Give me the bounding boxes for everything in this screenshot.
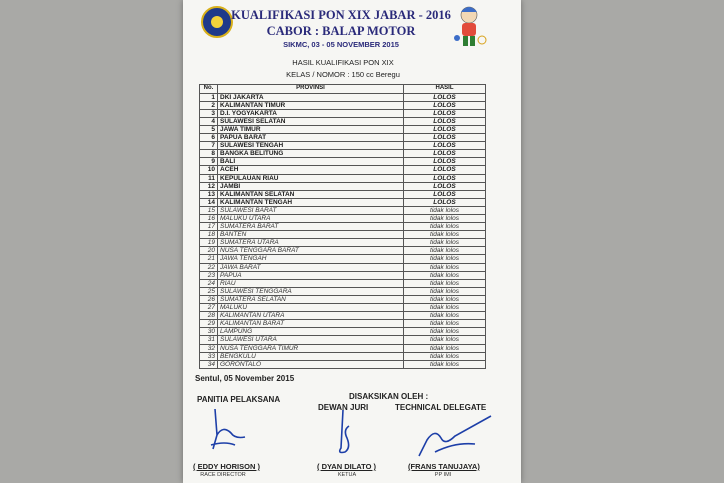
row-result: tidak lolos xyxy=(404,206,486,214)
row-no: 13 xyxy=(200,190,218,198)
imi-logo xyxy=(201,6,233,38)
table-row xyxy=(200,336,486,344)
row-result: tidak lolos xyxy=(404,304,486,312)
row-province: NUSA TENGGARA TIMUR xyxy=(218,344,404,352)
jury-label: DEWAN JURI xyxy=(318,403,369,412)
row-result: tidak lolos xyxy=(404,239,486,247)
row-province: ACEH xyxy=(218,166,404,174)
table-body xyxy=(200,93,486,368)
signatory-name-2: ( DYAN DILATO ) xyxy=(317,462,377,471)
row-no: 6 xyxy=(200,134,218,142)
mascot-logo xyxy=(449,4,489,50)
table-row xyxy=(200,295,486,303)
row-province: KALIMANTAN TIMUR xyxy=(218,101,404,109)
row-no: 9 xyxy=(200,158,218,166)
row-result: tidak lolos xyxy=(404,360,486,368)
row-result: tidak lolos xyxy=(404,279,486,287)
row-province: BANGKA BELITUNG xyxy=(218,150,404,158)
row-result: tidak lolos xyxy=(404,344,486,352)
table-row xyxy=(200,352,486,360)
row-result: tidak lolos xyxy=(404,287,486,295)
table-row xyxy=(200,182,486,190)
signatory-name-3: (FRANS TANUJAYA) xyxy=(408,462,480,471)
row-province: NUSA TENGGARA BARAT xyxy=(218,247,404,255)
row-province: SUMATERA SELATAN xyxy=(218,295,404,303)
row-result: LOLOS xyxy=(404,158,486,166)
row-no: 34 xyxy=(200,360,218,368)
table-row xyxy=(200,223,486,231)
header-result: HASIL xyxy=(404,85,486,94)
table-row xyxy=(200,198,486,206)
row-result: tidak lolos xyxy=(404,271,486,279)
table-header-row xyxy=(200,85,486,94)
row-province: BALI xyxy=(218,158,404,166)
signatory-name-1: ( EDDY HORISON ) xyxy=(193,462,260,471)
row-no: 2 xyxy=(200,101,218,109)
table-row xyxy=(200,206,486,214)
row-no: 16 xyxy=(200,215,218,223)
table-row xyxy=(200,134,486,142)
row-result: LOLOS xyxy=(404,142,486,150)
row-no: 29 xyxy=(200,320,218,328)
row-no: 30 xyxy=(200,328,218,336)
row-no: 28 xyxy=(200,312,218,320)
row-no: 18 xyxy=(200,231,218,239)
row-province: RIAU xyxy=(218,279,404,287)
row-no: 12 xyxy=(200,182,218,190)
row-province: PAPUA BARAT xyxy=(218,134,404,142)
row-result: tidak lolos xyxy=(404,223,486,231)
row-no: 23 xyxy=(200,271,218,279)
row-no: 22 xyxy=(200,263,218,271)
tech-delegate-label: TECHNICAL DELEGATE xyxy=(395,403,487,412)
row-province: KALIMANTAN SELATAN xyxy=(218,190,404,198)
row-result: LOLOS xyxy=(404,182,486,190)
row-result: LOLOS xyxy=(404,166,486,174)
row-province: GORONTALO xyxy=(218,360,404,368)
header-province: PROVINSI xyxy=(218,85,404,94)
row-no: 32 xyxy=(200,344,218,352)
row-result: tidak lolos xyxy=(404,352,486,360)
row-no: 25 xyxy=(200,287,218,295)
signatory-role-3: PP IMI xyxy=(434,472,452,478)
table-row xyxy=(200,271,486,279)
results-document xyxy=(183,0,521,483)
row-no: 33 xyxy=(200,352,218,360)
row-no: 4 xyxy=(200,117,218,125)
row-province: SULAWESI TENGAH xyxy=(218,142,404,150)
table-row xyxy=(200,93,486,101)
row-result: LOLOS xyxy=(404,134,486,142)
row-no: 31 xyxy=(200,336,218,344)
table-row xyxy=(200,255,486,263)
table-row xyxy=(200,150,486,158)
signature-ketua xyxy=(329,408,359,460)
row-no: 3 xyxy=(200,109,218,117)
organizer-label: PANITIA PELAKSANA xyxy=(197,395,281,404)
results-table xyxy=(199,84,486,369)
row-province: SULAWESI BARAT xyxy=(218,206,404,214)
row-province: KALIMANTAN UTARA xyxy=(218,312,404,320)
row-no: 11 xyxy=(200,174,218,182)
row-result: tidak lolos xyxy=(404,231,486,239)
row-no: 17 xyxy=(200,223,218,231)
row-no: 15 xyxy=(200,206,218,214)
row-province: JAWA TIMUR xyxy=(218,125,404,133)
table-row xyxy=(200,239,486,247)
table-row xyxy=(200,190,486,198)
table-row xyxy=(200,117,486,125)
row-province: BENGKULU xyxy=(218,352,404,360)
row-province: PAPUA xyxy=(218,271,404,279)
table-row xyxy=(200,174,486,182)
row-result: tidak lolos xyxy=(404,295,486,303)
place-date: Sentul, 05 November 2015 xyxy=(195,374,295,383)
row-result: LOLOS xyxy=(404,150,486,158)
row-province: LAMPUNG xyxy=(218,328,404,336)
row-province: KALIMANTAN TENGAH xyxy=(218,198,404,206)
witnessed-by-label: DISAKSIKAN OLEH : xyxy=(349,392,429,401)
table-row xyxy=(200,320,486,328)
table-row xyxy=(200,328,486,336)
signatory-role-2: KETUA xyxy=(337,472,357,478)
table-row xyxy=(200,304,486,312)
row-result: LOLOS xyxy=(404,125,486,133)
table-row xyxy=(200,279,486,287)
row-province: SUMATERA BARAT xyxy=(218,223,404,231)
row-no: 5 xyxy=(200,125,218,133)
row-no: 20 xyxy=(200,247,218,255)
row-province: JAWA BARAT xyxy=(218,263,404,271)
table-row xyxy=(200,109,486,117)
signature-pp-imi xyxy=(415,412,495,460)
table-row xyxy=(200,166,486,174)
table-row xyxy=(200,215,486,223)
table-row xyxy=(200,125,486,133)
row-province: MALUKU xyxy=(218,304,404,312)
row-province: D.I. YOGYAKARTA xyxy=(218,109,404,117)
row-province: SUMATERA UTARA xyxy=(218,239,404,247)
class-label: KELAS / NOMOR : 150 cc Beregu xyxy=(286,70,400,79)
row-result: LOLOS xyxy=(404,190,486,198)
table-row xyxy=(200,101,486,109)
row-no: 8 xyxy=(200,150,218,158)
signatory-role-1: RACE DIRECTOR xyxy=(200,472,246,478)
row-province: KALIMANTAN BARAT xyxy=(218,320,404,328)
table-row xyxy=(200,287,486,295)
title-line-2: CABOR : BALAP MOTOR xyxy=(266,24,416,38)
row-province: BANTEN xyxy=(218,231,404,239)
row-result: tidak lolos xyxy=(404,328,486,336)
table-row xyxy=(200,312,486,320)
row-result: LOLOS xyxy=(404,93,486,101)
row-no: 27 xyxy=(200,304,218,312)
row-no: 26 xyxy=(200,295,218,303)
row-no: 7 xyxy=(200,142,218,150)
row-no: 10 xyxy=(200,166,218,174)
table-row xyxy=(200,360,486,368)
table-row xyxy=(200,247,486,255)
row-no: 14 xyxy=(200,198,218,206)
table-row xyxy=(200,158,486,166)
signature-race-director xyxy=(205,405,255,461)
row-province: DKI JAKARTA xyxy=(218,93,404,101)
table-row xyxy=(200,142,486,150)
row-result: LOLOS xyxy=(404,198,486,206)
row-province: JAMBI xyxy=(218,182,404,190)
row-no: 24 xyxy=(200,279,218,287)
row-no: 19 xyxy=(200,239,218,247)
row-result: tidak lolos xyxy=(404,215,486,223)
row-no: 1 xyxy=(200,93,218,101)
row-result: tidak lolos xyxy=(404,336,486,344)
row-province: JAWA TENGAH xyxy=(218,255,404,263)
table-row xyxy=(200,231,486,239)
row-province: SULAWESI SELATAN xyxy=(218,117,404,125)
table-row xyxy=(200,344,486,352)
title-line-1: KUALIFIKASI PON XIX JABAR - 2016 xyxy=(231,8,451,22)
row-result: LOLOS xyxy=(404,101,486,109)
row-province: SULAWESI TENGGARA xyxy=(218,287,404,295)
row-result: LOLOS xyxy=(404,174,486,182)
row-result: tidak lolos xyxy=(404,255,486,263)
row-province: KEPULAUAN RIAU xyxy=(218,174,404,182)
results-heading: HASIL KUALIFIKASI PON XIX xyxy=(292,58,394,67)
row-province: MALUKU UTARA xyxy=(218,215,404,223)
table-row xyxy=(200,263,486,271)
row-result: LOLOS xyxy=(404,109,486,117)
row-result: tidak lolos xyxy=(404,320,486,328)
row-province: SULAWESI UTARA xyxy=(218,336,404,344)
row-result: LOLOS xyxy=(404,117,486,125)
venue-date: SIKMC, 03 - 05 NOVEMBER 2015 xyxy=(283,40,399,49)
header-no: No. xyxy=(200,85,218,94)
row-result: tidak lolos xyxy=(404,263,486,271)
row-result: tidak lolos xyxy=(404,247,486,255)
row-no: 21 xyxy=(200,255,218,263)
row-result: tidak lolos xyxy=(404,312,486,320)
